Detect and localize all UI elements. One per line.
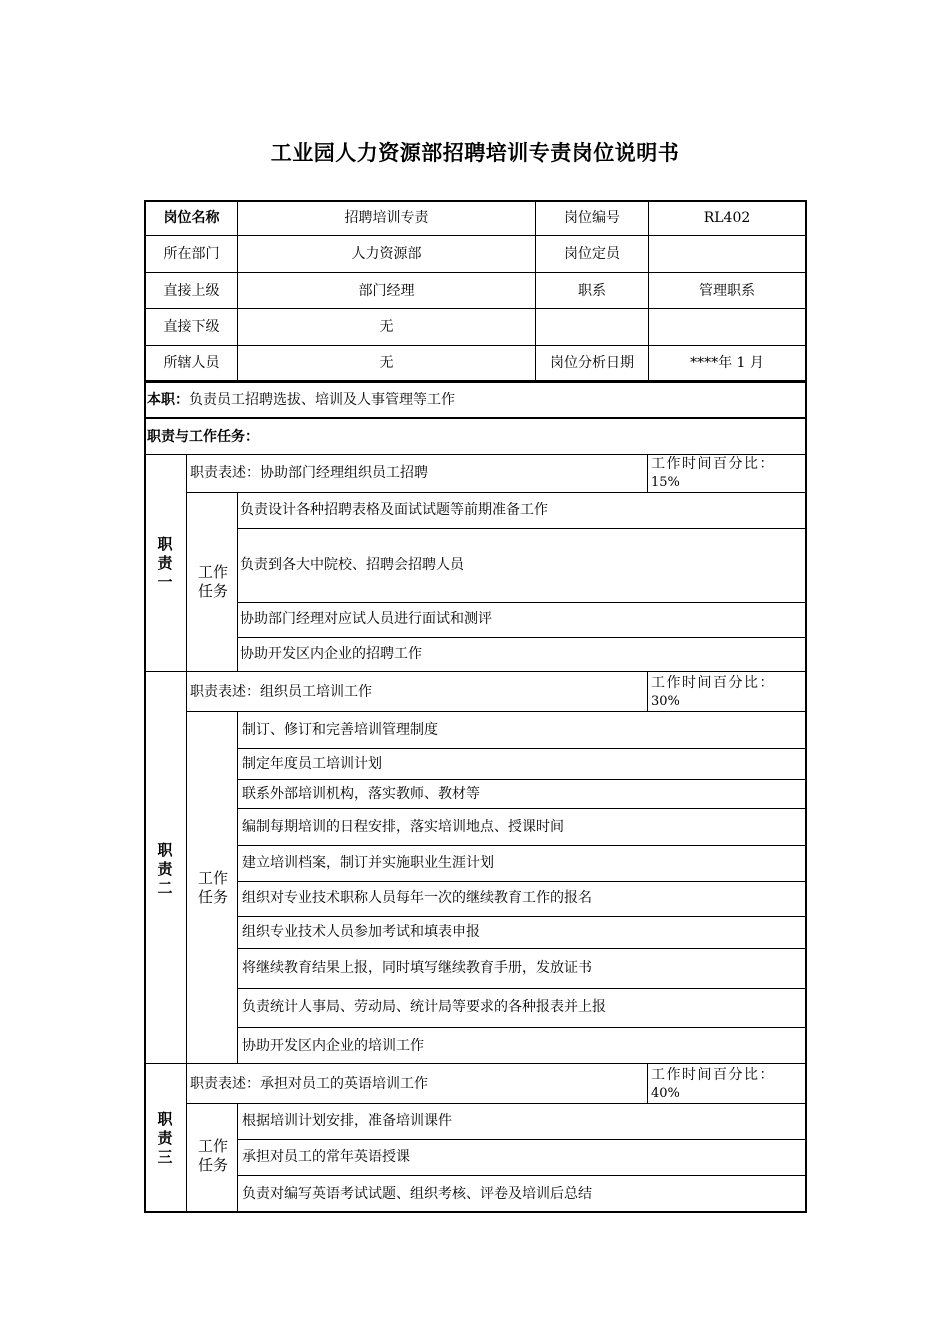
duty-1-task-label: 工作任务 bbox=[197, 563, 228, 600]
info-value-position-name: 招聘培训专责 bbox=[344, 210, 429, 226]
info-label-position-name: 岗位名称 bbox=[163, 210, 220, 226]
page-title: 工业园人力资源部招聘培训专责岗位说明书 bbox=[270, 141, 680, 165]
duty-3-pct-divider bbox=[647, 1063, 648, 1103]
duty-3-col-divider bbox=[186, 1063, 187, 1212]
duty-1-col-divider bbox=[186, 455, 187, 671]
duty-3-statement-divider bbox=[187, 1103, 806, 1104]
duty-2-task-6: 组织对专业技术职称人员每年一次的继续教育工作的报名 bbox=[242, 890, 592, 906]
duty-2-task-divider bbox=[237, 711, 238, 1063]
duty-2-task-2: 制定年度员工培训计划 bbox=[242, 756, 382, 772]
duty-2-task-divider bbox=[237, 1027, 806, 1028]
duty-2-task-8: 将继续教育结果上报，同时填写继续教育手册，发放证书 bbox=[242, 960, 592, 976]
duty-2-task-4: 编制每期培训的日程安排，落实培训地点、授课时间 bbox=[242, 819, 564, 835]
duty-3-task-3: 负责对编写英语考试试题、组织考核、评卷及培训后总结 bbox=[242, 1186, 592, 1202]
duty-2-name: 职责二 bbox=[157, 841, 173, 897]
info-row-divider bbox=[145, 235, 806, 236]
duty-3-pct-label: 工作时间百分比： bbox=[651, 1067, 775, 1083]
duty-section-divider bbox=[145, 671, 806, 672]
info-value-job-family: 管理职系 bbox=[699, 283, 755, 299]
duty-2-task-7: 组织专业技术人员参加考试和填表申报 bbox=[242, 924, 480, 940]
duty-2-task-1: 制订、修订和完善培训管理制度 bbox=[242, 722, 438, 738]
info-label-headcount: 岗位定员 bbox=[564, 246, 620, 262]
info-row-divider bbox=[145, 308, 806, 309]
info-label-staff: 所辖人员 bbox=[163, 355, 220, 371]
duty-2-task-divider bbox=[237, 748, 806, 749]
info-label-analysis-date: 岗位分析日期 bbox=[550, 355, 634, 371]
duty-1-task-divider bbox=[237, 637, 806, 638]
duty-3-name: 职责三 bbox=[157, 1110, 173, 1166]
duty-3-task-divider bbox=[237, 1139, 806, 1140]
duty-1-task-divider bbox=[237, 602, 806, 603]
duty-section-divider bbox=[145, 1063, 806, 1064]
duty-1-task-3: 协助部门经理对应试人员进行面试和测评 bbox=[240, 611, 492, 627]
duty-2-task-9: 负责统计人事局、劳动局、统计局等要求的各种报表并上报 bbox=[242, 999, 606, 1015]
duty-2-statement-divider bbox=[187, 711, 806, 712]
info-value-subordinate: 无 bbox=[379, 319, 394, 335]
duty-3-task-divider bbox=[237, 1175, 806, 1176]
main-duty-label: 本职： bbox=[147, 392, 189, 408]
duty-1-task-4: 协助开发区内企业的招聘工作 bbox=[240, 646, 422, 662]
duty-2-pct-divider bbox=[647, 671, 648, 711]
main-duty-text: 负责员工招聘选拔、培训及人事管理等工作 bbox=[189, 392, 455, 408]
info-value-department: 人力资源部 bbox=[351, 246, 422, 262]
duty-2-pct-value: 30% bbox=[651, 694, 680, 709]
duty-1-pct-label: 工作时间百分比： bbox=[651, 456, 775, 472]
duty-3-task-2: 承担对员工的常年英语授课 bbox=[242, 1149, 410, 1165]
duty-1-pct-value: 15% bbox=[651, 475, 680, 490]
info-row-divider bbox=[145, 345, 806, 346]
duty-3-task-1: 根据培训计划安排，准备培训课件 bbox=[242, 1113, 452, 1129]
info-value-supervisor: 部门经理 bbox=[358, 283, 415, 299]
duty-1-statement: 职责表述：协助部门经理组织员工招聘 bbox=[190, 465, 428, 481]
duty-1-task-1: 负责设计各种招聘表格及面试试题等前期准备工作 bbox=[240, 502, 548, 518]
info-row-divider bbox=[145, 272, 806, 273]
duty-2-task-label: 工作任务 bbox=[197, 869, 228, 906]
duties-header: 职责与工作任务： bbox=[147, 429, 259, 445]
duty-2-task-divider bbox=[237, 881, 806, 882]
duty-3-statement: 职责表述：承担对员工的英语培训工作 bbox=[190, 1076, 428, 1092]
info-label-subordinate: 直接下级 bbox=[163, 319, 220, 335]
duty-3-task-label: 工作任务 bbox=[197, 1137, 228, 1174]
duty-2-task-divider bbox=[237, 948, 806, 949]
duties-bottom-border bbox=[144, 1211, 807, 1213]
duty-1-statement-divider bbox=[187, 492, 806, 493]
duty-2-task-divider bbox=[237, 845, 806, 846]
info-label-department: 所在部门 bbox=[163, 246, 220, 262]
info-value-position-code: RL402 bbox=[703, 210, 751, 226]
info-value-analysis-date: ****年 1 月 bbox=[690, 355, 764, 371]
main-duty bbox=[147, 391, 455, 409]
duty-2-task-5: 建立培训档案，制订并实施职业生涯计划 bbox=[242, 855, 494, 871]
duty-1-task-2: 负责到各大中院校、招聘会招聘人员 bbox=[240, 557, 464, 573]
duty-2-task-divider bbox=[237, 916, 806, 917]
info-label-position-code: 岗位编号 bbox=[564, 210, 620, 226]
info-label-job-family: 职系 bbox=[578, 283, 606, 299]
duty-2-statement: 职责表述：组织员工培训工作 bbox=[190, 684, 372, 700]
duty-2-task-divider bbox=[237, 808, 806, 809]
duty-3-task-divider bbox=[237, 1103, 238, 1212]
duty-2-task-3: 联系外部培训机构，落实教师、教材等 bbox=[242, 786, 480, 802]
duty-3-pct-value: 40% bbox=[651, 1086, 680, 1101]
duty-2-task-10: 协助开发区内企业的培训工作 bbox=[242, 1038, 424, 1054]
duty-1-name: 职责一 bbox=[157, 535, 173, 591]
duty-2-pct-label: 工作时间百分比： bbox=[651, 675, 775, 691]
duty-1-task-divider bbox=[237, 492, 238, 671]
info-value-staff: 无 bbox=[379, 355, 394, 371]
duty-2-task-divider bbox=[237, 779, 806, 780]
duty-1-task-divider bbox=[237, 528, 806, 529]
duty-1-pct-divider bbox=[647, 455, 648, 492]
duty-2-task-divider bbox=[237, 988, 806, 989]
info-label-supervisor: 直接上级 bbox=[163, 283, 220, 299]
duty-2-col-divider bbox=[186, 671, 187, 1063]
